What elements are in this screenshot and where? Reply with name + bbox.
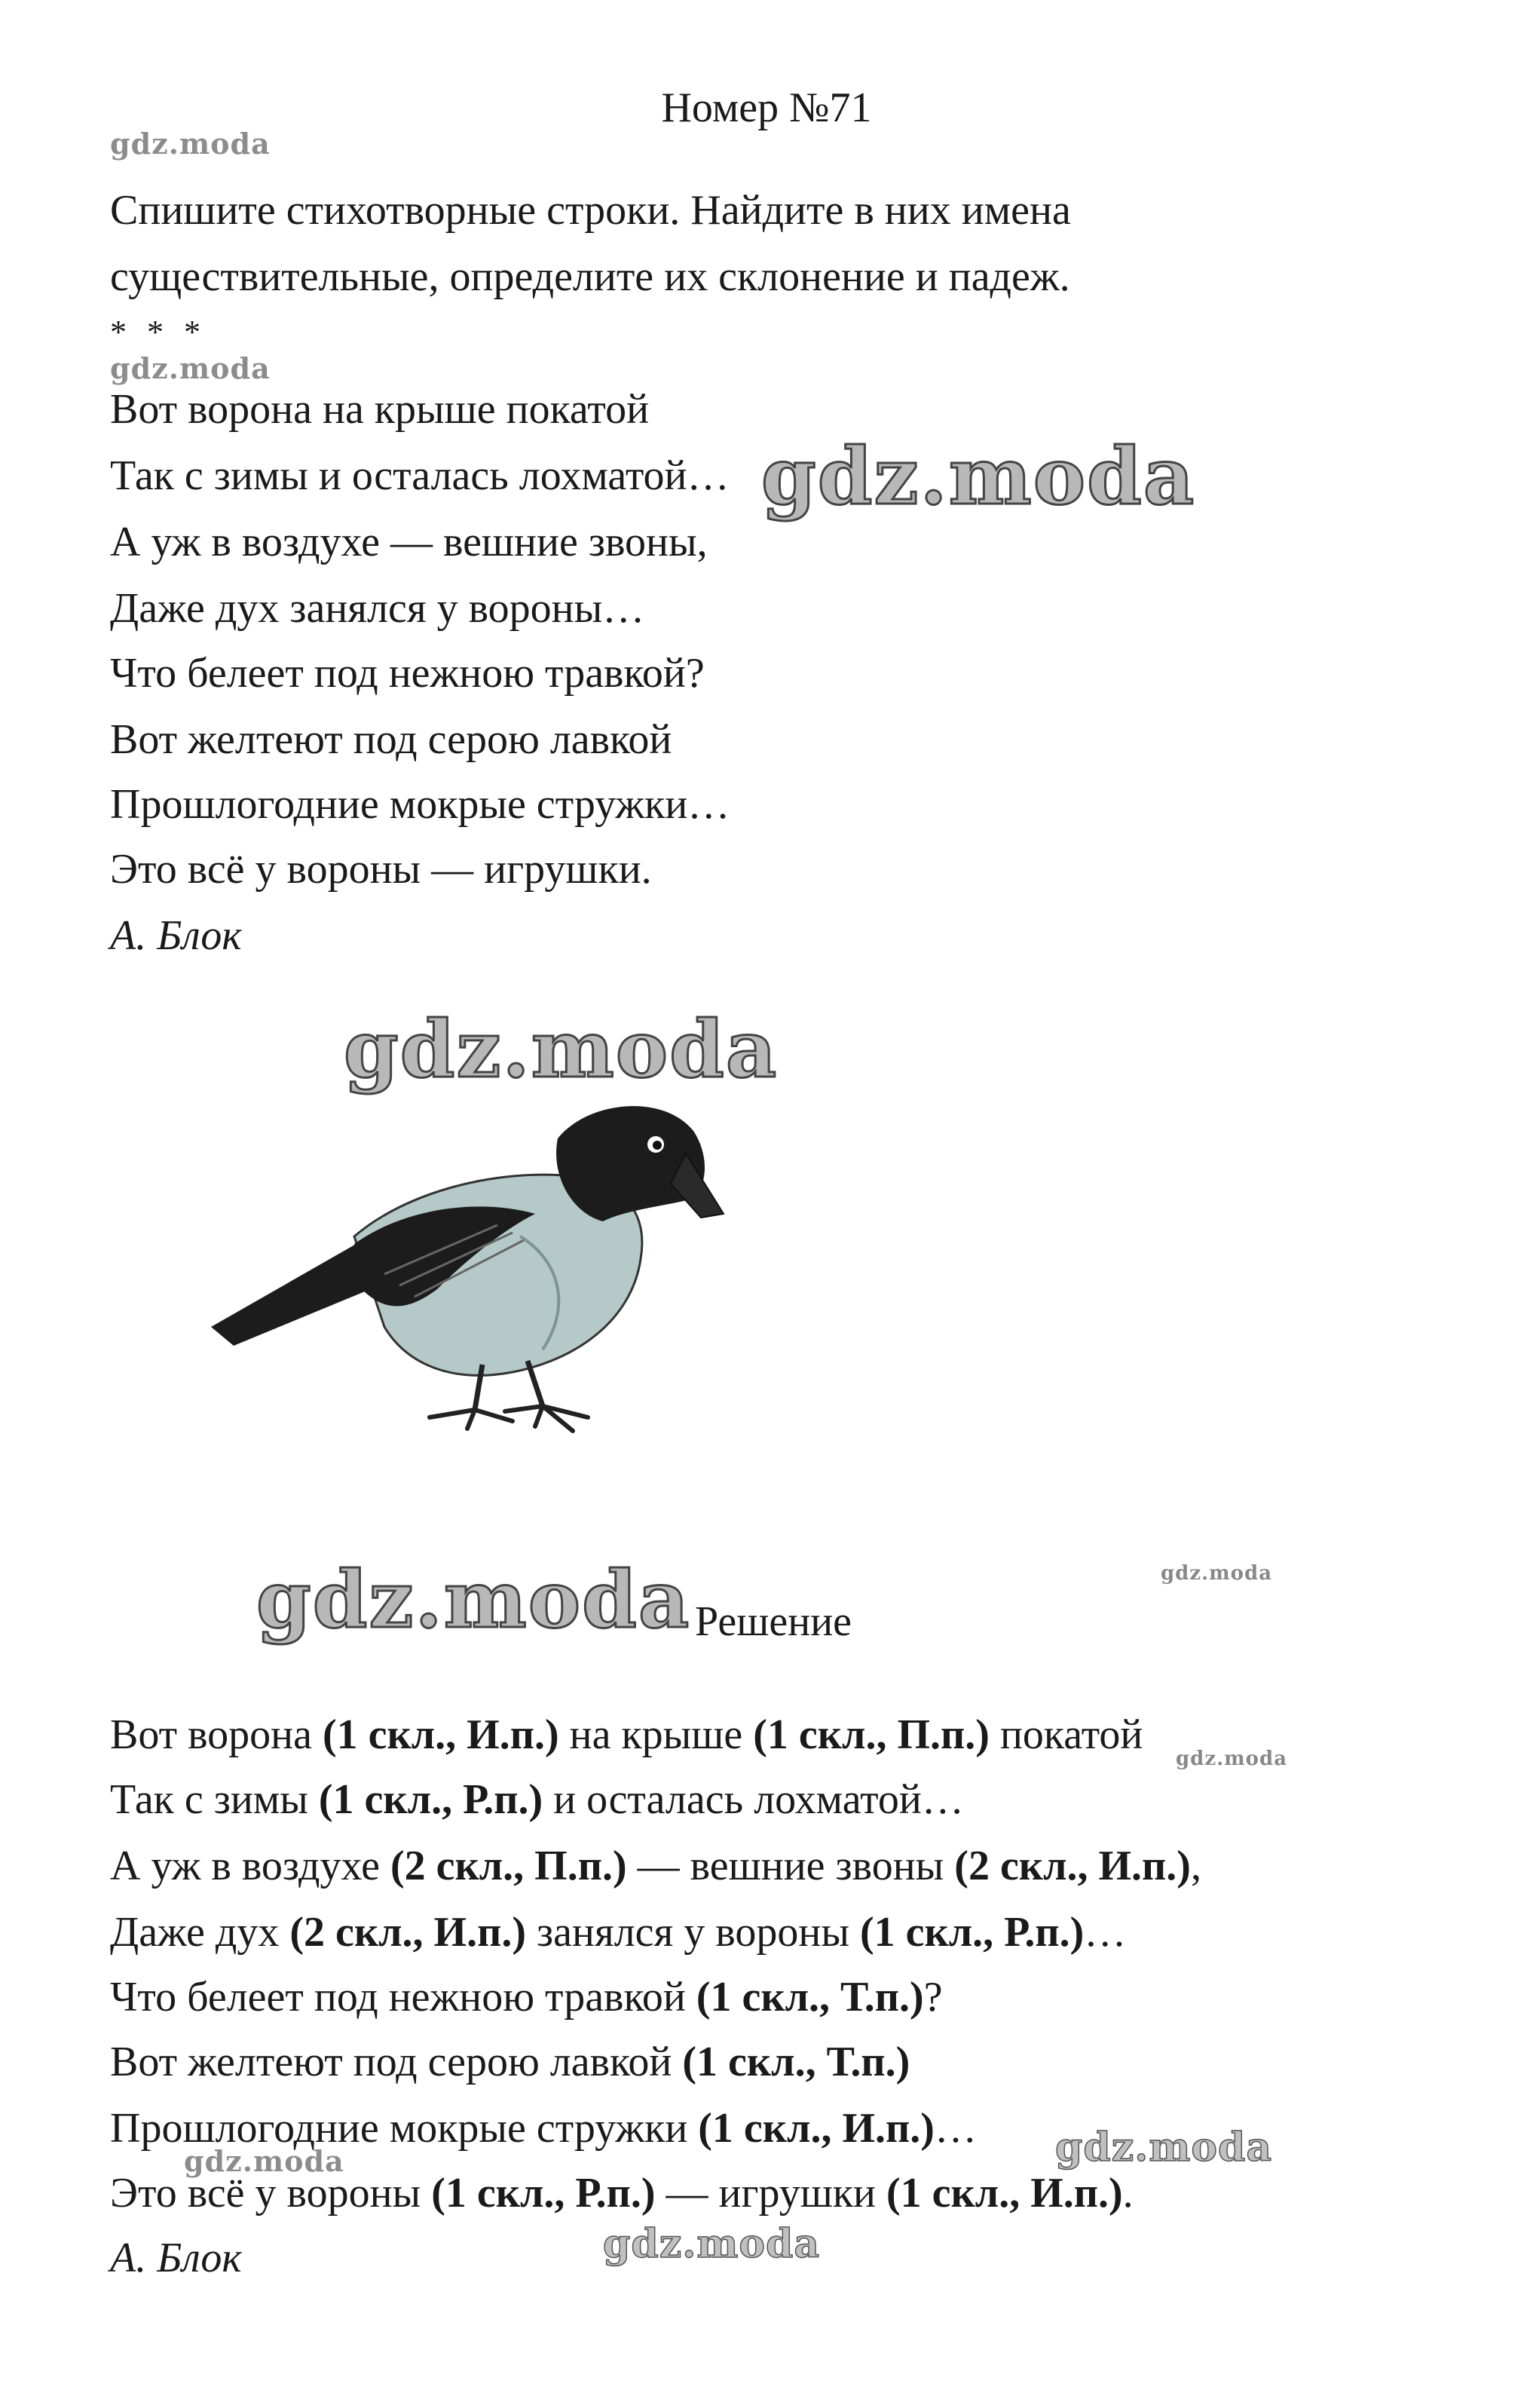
solution-line	[110, 1708, 1143, 1761]
watermark: gdz.moda	[110, 351, 271, 385]
solution-line	[110, 1906, 1126, 1959]
case-annotation: (1 скл., И.п.)	[698, 2105, 935, 2152]
poem-author: А. Блок	[110, 912, 242, 959]
poem-line: Вот желтеют под серою лавкой	[110, 716, 672, 763]
solution-line	[110, 1773, 964, 1826]
watermark: gdz.moda	[256, 1553, 691, 1646]
page-title: Номер №71	[661, 84, 872, 131]
solution-line	[110, 1840, 1201, 1892]
case-annotation: (1 скл., П.п.)	[753, 1711, 990, 1758]
case-annotation: (1 скл., Т.п.)	[682, 2039, 910, 2085]
case-annotation: (1 скл., И.п.)	[322, 1711, 559, 1758]
watermark: gdz.moda	[1176, 1748, 1288, 1770]
solution-text: А уж в воздухе	[110, 1843, 390, 1889]
solution-line	[110, 1971, 943, 2024]
case-annotation: (2 скл., П.п.)	[390, 1843, 627, 1889]
solution-text: — игрушки	[655, 2170, 886, 2217]
watermark: gdz.moda	[1055, 2125, 1273, 2171]
case-annotation: (2 скл., И.п.)	[289, 1909, 527, 1956]
solution-author: А. Блок	[110, 2235, 242, 2281]
case-annotation: (1 скл., Р.п.)	[859, 1909, 1085, 1956]
solution-text: Что белеет под нежною травкой	[110, 1974, 696, 2020]
solution-text: и осталась лохматой…	[543, 1776, 964, 1823]
watermark: gdz.moda	[110, 127, 271, 161]
solution-text: Вот ворона	[110, 1711, 323, 1758]
solution-line	[110, 2036, 910, 2088]
poem-line: А уж в воздухе — вешние звоны,	[110, 519, 708, 565]
solution-text: Это всё у вороны	[110, 2170, 432, 2217]
case-annotation: (1 скл., Р.п.)	[318, 1776, 543, 1823]
solution-text: покатой	[989, 1711, 1143, 1758]
watermark: gdz.moda	[761, 430, 1196, 522]
poem-line: Что белеет под нежною травкой?	[110, 650, 705, 697]
solution-text: Так с зимы	[110, 1776, 319, 1823]
case-annotation: (1 скл., Т.п.)	[696, 1974, 924, 2020]
solution-text: — вешние звоны	[626, 1843, 955, 1889]
watermark: gdz.moda	[603, 2221, 821, 2267]
poem-line: Вот ворона на крыше покатой	[110, 386, 650, 433]
case-annotation: (1 скл., Р.п.)	[431, 2170, 656, 2217]
watermark: gdz.moda	[1161, 1562, 1273, 1585]
solution-text: .	[1122, 2170, 1134, 2217]
task-text-line-2: существительные, определите их склонение и падеж.	[110, 253, 1070, 300]
solution-text: ?	[923, 1974, 943, 2020]
solution-text: занялся у вороны	[526, 1909, 860, 1956]
case-annotation: (1 скл., И.п.)	[886, 2170, 1123, 2217]
case-annotation: (2 скл., И.п.)	[954, 1843, 1191, 1889]
crow-feet	[430, 1406, 588, 1431]
solution-text: ,	[1190, 1843, 1201, 1889]
watermark: gdz.moda	[344, 1003, 779, 1095]
solution-text: Прошлогодние мокрые стружки	[110, 2105, 699, 2152]
solution-text: …	[934, 2105, 977, 2152]
solution-text: на крыше	[558, 1711, 754, 1758]
watermark: gdz.moda	[184, 2144, 344, 2178]
poem-line: Так с зимы и осталась лохматой…	[110, 452, 730, 499]
poem-line: Это всё у вороны — игрушки.	[110, 846, 652, 893]
task-text-line-1: Спишите стихотворные строки. Найдите в них имена	[110, 187, 1071, 234]
stanza-separator: * * *	[110, 314, 207, 351]
solution-text: Даже дух	[110, 1909, 290, 1956]
solution-text: …	[1084, 1909, 1127, 1956]
solution-text: Вот желтеют под серою лавкой	[110, 2039, 683, 2085]
solution-heading: Решение	[695, 1598, 852, 1645]
poem-line: Даже дух занялся у вороны…	[110, 585, 645, 632]
poem-line: Прошлогодние мокрые стружки…	[110, 781, 730, 828]
crow-illustration	[181, 1086, 754, 1440]
